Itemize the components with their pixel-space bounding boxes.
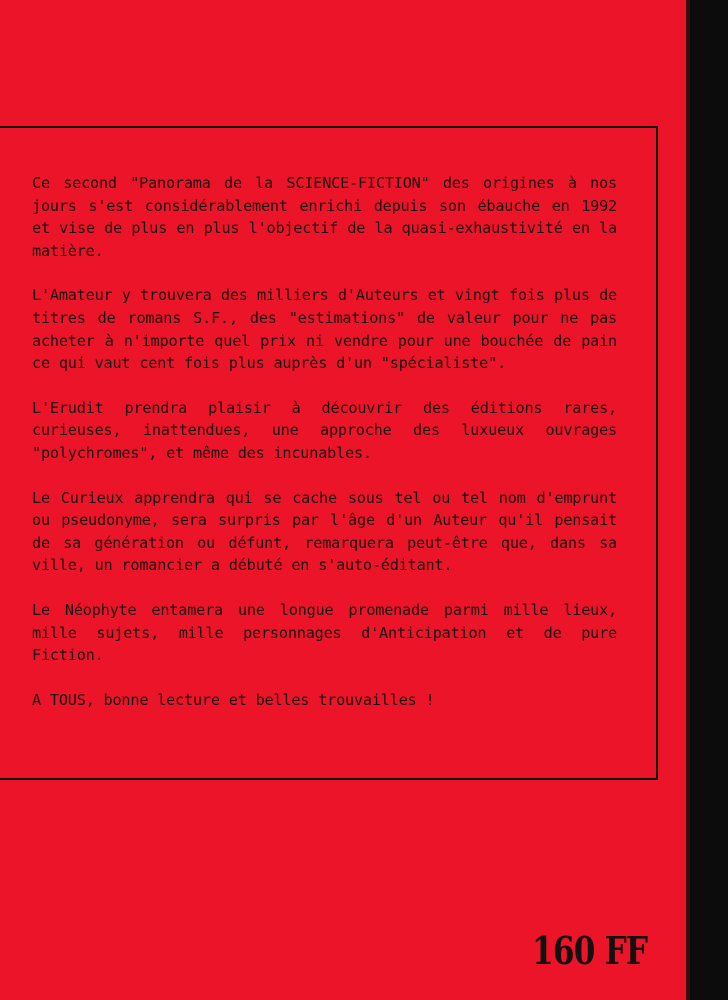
blurb-paragraph-curieux: Le Curieux apprendra qui se cache sous tel ou tel nom d'emprunt ou pseudonyme, sera surpris par l'âge d'un Auteur qu'il pensait de sa génération ou défunt, remarquera peut-être que, dans sa ville, un romancier a débuté en s'auto-éditant. bbox=[32, 488, 617, 575]
blurb-paragraph-intro: Ce second "Panorama de la SCIENCE-FICTION" des origines à nos jours s'est considérablement enrichi depuis son ébauche en 1992 et vise de plus en plus l'objectif de la quasi-exhaustivité en la matière. bbox=[32, 174, 617, 260]
blurb-paragraph-erudit: L'Erudit prendra plaisir à découvrir des éditions rares, curieuses, inattendues, une approche des luxueux ouvrages "polychromes", et même des incunables. bbox=[32, 398, 617, 462]
book-spine bbox=[690, 0, 728, 1000]
blurb-paragraph-amateur: L'Amateur y trouvera des milliers d'Auteurs et vingt fois plus de titres de romans S.F., des "estimations" de valeur pour ne pas acheter à n'importe quel prix ni vendre pour une bouchée de pain ce qui vaut cent fois plus auprès d'un "spécialiste". bbox=[32, 286, 617, 373]
blurb-paragraph-neophyte: Le Néophyte entamera une longue promenade parmi mille lieux, mille sujets, mille personnages d'Anticipation et de pure Fiction. bbox=[32, 600, 617, 665]
price-label: 160 FF bbox=[532, 928, 648, 973]
blurb-text bbox=[32, 172, 617, 733]
blurb-paragraph-closing: A TOUS, bonne lecture et belles trouvailles ! bbox=[32, 690, 435, 709]
